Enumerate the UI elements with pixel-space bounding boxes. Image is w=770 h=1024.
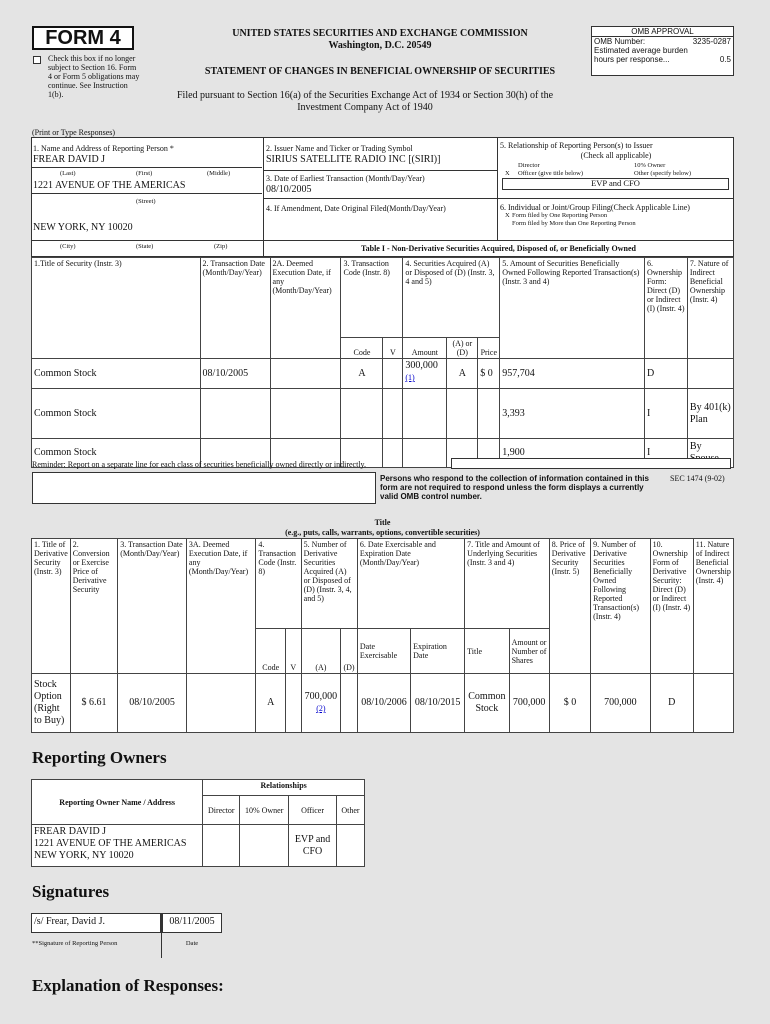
table-row	[32, 674, 734, 733]
filed-pursuant: Filed pursuant to Section 16(a) of the Securities Exchange Act of 1934 or Section 30(h) of the Investment Company Act of 1940	[176, 90, 554, 113]
reminder-text: Reminder: Report on a separate line for each class of securities beneficially owned directly or indirectly.	[32, 460, 367, 469]
box4-label: 4. If Amendment, Date Original Filed(Month/Day/Year)	[266, 204, 446, 213]
t2-r-u-amount: 700,000	[509, 674, 549, 733]
box2-label: 2. Issuer Name and Ticker or Trading Symbol	[266, 144, 413, 153]
reporting-person-city: NEW YORK, NY 10020	[33, 222, 133, 233]
table-row	[32, 389, 734, 439]
t2-h9: 9. Number of Derivative Securities Beneficially Owned Following Reported Transaction(s) (Instr. 4)	[591, 539, 651, 674]
state-label: (State)	[136, 243, 154, 250]
signatures-heading: Signatures	[32, 882, 110, 901]
t2-r-deemed	[186, 674, 256, 733]
ten-pct-option[interactable]: 10% Owner	[634, 162, 666, 169]
ro-ten-pct-header: 10% Owner	[240, 796, 289, 825]
explanation-heading: Explanation of Responses:	[32, 976, 224, 995]
t1-h2: 2. Transaction Date (Month/Day/Year)	[200, 258, 270, 359]
earliest-transaction-date: 08/10/2005	[266, 184, 312, 195]
owner-name-header: Reporting Owner Name / Address	[32, 780, 203, 825]
middle-label: (Middle)	[207, 170, 231, 177]
t1-v: V	[383, 338, 403, 359]
t2-r-nature	[693, 674, 733, 733]
t2-r-owned: 700,000	[591, 674, 651, 733]
officer-option[interactable]: Officer (give title below)	[518, 170, 584, 177]
t1-price: Price	[478, 338, 500, 359]
t1-r2-owned: 1,900	[500, 439, 645, 468]
t1-aord: (A) or (D)	[447, 338, 478, 359]
last-label: (Last)	[60, 170, 76, 177]
t2-h3a: 3A. Deemed Execution Date, if any (Month/Day/Year)	[186, 539, 256, 674]
omb-title: OMB APPROVAL	[592, 27, 733, 37]
t1-r0-title: Common Stock	[32, 359, 201, 389]
box6-label: 6. Individual or Joint/Group Filing(Check Applicable Line)	[500, 203, 690, 212]
first-label: (First)	[136, 170, 153, 177]
box5-label: 5. Relationship of Reporting Person(s) to Issuer	[500, 141, 653, 150]
t2-r-v	[285, 674, 301, 733]
t2-exp: Expiration Date	[411, 629, 465, 674]
date-label: Date	[185, 940, 199, 947]
ro-officer-header: Officer	[289, 796, 337, 825]
omb-burden-label: Estimated average burden	[594, 46, 688, 55]
table-row	[32, 825, 365, 867]
t2-r-price: $ 6.61	[70, 674, 117, 733]
checkbox-note: Check this box if no longer subject to Section 16. Form 4 or Form 5 obligations may continue. See Instruction 1(b).	[48, 54, 140, 99]
t2-h5: 5. Number of Derivative Securities Acquired (A) or Disposed of (D) (Instr. 3, 4, and 5)	[301, 539, 357, 629]
t2-a: (A)	[301, 629, 340, 674]
more-persons-option[interactable]: Form filed by More than One Reporting Person	[512, 220, 636, 227]
t1-r1-form: I	[644, 389, 687, 439]
t2-r-d	[341, 674, 358, 733]
t1-r1-title: Common Stock	[32, 389, 201, 439]
t1-amount: Amount	[403, 338, 447, 359]
t1-code: Code	[341, 338, 383, 359]
ro-owner-cell	[32, 825, 203, 867]
t2-date-ex: Date Exercisable	[357, 629, 410, 674]
t1-r2-form: I	[644, 439, 687, 468]
t1-r0-nature	[687, 359, 733, 389]
t1-r0-amount: 300,000	[405, 360, 438, 371]
t1-h2a: 2A. Deemed Execution Date, if any (Month/Day/Year)	[270, 258, 341, 359]
ro-director-header: Director	[203, 796, 240, 825]
reporting-owners-heading: Reporting Owners	[32, 748, 167, 767]
t1-r1-owned: 3,393	[500, 389, 645, 439]
t2-h1: 1. Title of Derivative Security (Instr. 3)	[32, 539, 71, 674]
ro-officer-value: EVP and CFO	[289, 825, 337, 867]
omb-number-value: 3235-0287	[692, 37, 731, 46]
t1-r0-amount-cell	[403, 359, 447, 389]
t1-h3: 3. Transaction Code (Instr. 8)	[341, 258, 403, 338]
ro-owner-name: FREAR DAVID J	[34, 826, 107, 837]
t1-h7: 7. Nature of Indirect Beneficial Ownership (Instr. 4)	[687, 258, 733, 359]
reporting-person-name: FREAR DAVID J	[33, 154, 106, 165]
t1-r2-amount	[403, 439, 447, 468]
city-label: (City)	[60, 243, 76, 250]
table-row	[32, 359, 734, 389]
t1-r0-deemed	[270, 359, 341, 389]
t1-h5: 5. Amount of Securities Beneficially Owned Following Reported Transaction(s) (Instr. 3 and 4)	[500, 258, 645, 359]
t2-r-form: D	[650, 674, 693, 733]
zip-label: (Zip)	[214, 243, 228, 250]
signature-box	[31, 913, 161, 933]
t1-r1-aord	[447, 389, 478, 439]
t1-r2-v	[383, 439, 403, 468]
one-person-option[interactable]: Form filed by One Reporting Person	[512, 212, 608, 219]
t2-r-title: Stock Option (Right to Buy)	[32, 674, 71, 733]
t2-h7: 7. Title and Amount of Underlying Securities (Instr. 3 and 4)	[465, 539, 550, 629]
relationships-header: Relationships	[203, 780, 365, 796]
t1-r0-v	[383, 359, 403, 389]
officer-title-field[interactable]: EVP and CFO	[502, 178, 729, 190]
omb-hours-label: hours per response...	[594, 55, 670, 64]
t1-r2-title: Common Stock	[32, 439, 201, 468]
no-longer-subject-checkbox[interactable]	[33, 56, 41, 64]
ro-owner-city: NEW YORK, NY 10020	[34, 850, 134, 861]
form-title-box	[32, 26, 134, 50]
box1-label: 1. Name and Address of Reporting Person *	[33, 144, 174, 153]
box3-label: 3. Date of Earliest Transaction (Month/Day/Year)	[266, 174, 425, 183]
t1-h4: 4. Securities Acquired (A) or Disposed of (D) (Instr. 3, 4 and 5)	[403, 258, 500, 338]
reporting-owners-table	[31, 779, 365, 867]
issuer-name: SIRIUS SATELLITE RADIO INC [(SIRI)]	[266, 154, 441, 165]
reporting-person-street: 1221 AVENUE OF THE AMERICAS	[33, 180, 186, 191]
t2-h4: 4. Transaction Code (Instr. 8)	[256, 539, 301, 629]
t1-r1-date	[200, 389, 270, 439]
t1-r0-date: 08/10/2005	[200, 359, 270, 389]
print-note: (Print or Type Responses)	[32, 128, 116, 137]
t1-r1-amount	[403, 389, 447, 439]
t2-r-exercisable: 08/10/2006	[357, 674, 410, 733]
t2-h11: 11. Nature of Indirect Beneficial Ownership (Instr. 4)	[693, 539, 733, 674]
footnote-2-link[interactable]: (2)	[316, 704, 326, 713]
street-label: (Street)	[136, 198, 156, 205]
footnote-1-link[interactable]: (1)	[405, 373, 415, 382]
table2-title: Title	[374, 518, 391, 527]
t1-r0-form: D	[644, 359, 687, 389]
t2-r-u-title: Common Stock	[465, 674, 509, 733]
t2-d: (D)	[341, 629, 358, 674]
t2-h6: 6. Date Exercisable and Expiration Date (Month/Day/Year)	[357, 539, 464, 629]
ro-owner-street: 1221 AVENUE OF THE AMERICAS	[34, 838, 187, 849]
officer-mark: X	[505, 170, 510, 177]
t2-h8: 8. Price of Derivative Security (Instr. 5)	[549, 539, 590, 674]
t1-r1-nature: By 401(k) Plan	[687, 389, 733, 439]
t1-r0-aord: A	[447, 359, 478, 389]
t2-r-date: 08/10/2005	[118, 674, 187, 733]
reminder-right-box	[451, 458, 731, 469]
t1-r0-price: $ 0	[478, 359, 500, 389]
t1-r1-deemed	[270, 389, 341, 439]
statement-title: STATEMENT OF CHANGES IN BENEFICIAL OWNERSHIP OF SECURITIES	[204, 66, 556, 77]
signature-label: **Signature of Reporting Person	[32, 940, 118, 947]
table1	[31, 257, 734, 468]
omb-hours-value: 0.5	[719, 55, 731, 64]
t2-r-a: 700,000	[304, 691, 338, 702]
t2-h10: 10. Ownership Form of Derivative Security: Direct (D) or Indirect (I) (Instr. 4)	[650, 539, 693, 674]
agency-name: UNITED STATES SECURITIES AND EXCHANGE COMMISSION	[232, 28, 528, 39]
t1-r0-owned: 957,704	[500, 359, 645, 389]
t2-amount-shares: Amount or Number of Shares	[509, 629, 549, 674]
omb-number-label: OMB Number:	[594, 37, 646, 46]
table2	[31, 538, 734, 733]
t2-r-code: A	[256, 674, 286, 733]
t2-r-d-price: $ 0	[549, 674, 590, 733]
sec-number: SEC 1474 (9-02)	[670, 474, 725, 483]
signature-date: 08/11/2005	[169, 916, 215, 927]
director-option[interactable]: Director	[518, 162, 540, 169]
t1-r1-price	[478, 389, 500, 439]
omb-approval-box	[591, 26, 734, 76]
t2-title: Title	[465, 629, 509, 674]
box5-sub: (Check all applicable)	[580, 151, 652, 160]
persons-notice: Persons who respond to the collection of information contained in this form are not required to respond unless the form displays a currently valid OMB control number.	[380, 474, 649, 501]
t1-h1: 1.Title of Security (Instr. 3)	[32, 258, 201, 359]
t2-code: Code	[256, 629, 286, 674]
table2-subtitle: (e.g., puts, calls, warrants, options, convertible securities)	[285, 528, 480, 537]
t2-r-expiration: 08/10/2015	[411, 674, 465, 733]
t1-r1-code	[341, 389, 383, 439]
t1-r0-code: A	[341, 359, 383, 389]
t1-r1-v	[383, 389, 403, 439]
t1-r2-nature: By	[687, 439, 733, 468]
t1-h6: 6. Ownership Form: Direct (D) or Indirect (I) (Instr. 4)	[644, 258, 687, 359]
one-person-mark: X	[505, 212, 510, 219]
t2-h2: 2. Conversion or Exercise Price of Derivative Security	[70, 539, 117, 674]
form-title: FORM 4	[45, 27, 121, 49]
table1-title: Table I - Non-Derivative Securities Acquired, Disposed of, or Beneficially Owned	[361, 244, 636, 253]
reminder-left-box	[32, 472, 376, 504]
t2-v: V	[285, 629, 301, 674]
signature-date-box	[162, 913, 222, 933]
t2-h3: 3. Transaction Date (Month/Day/Year)	[118, 539, 187, 674]
ro-other-header: Other	[336, 796, 364, 825]
agency-location: Washington, D.C. 20549	[328, 40, 432, 51]
t2-r-a-cell	[301, 674, 340, 733]
other-option[interactable]: Other (specify below)	[634, 170, 692, 177]
signature-value: /s/ Frear, David J.	[34, 916, 105, 927]
